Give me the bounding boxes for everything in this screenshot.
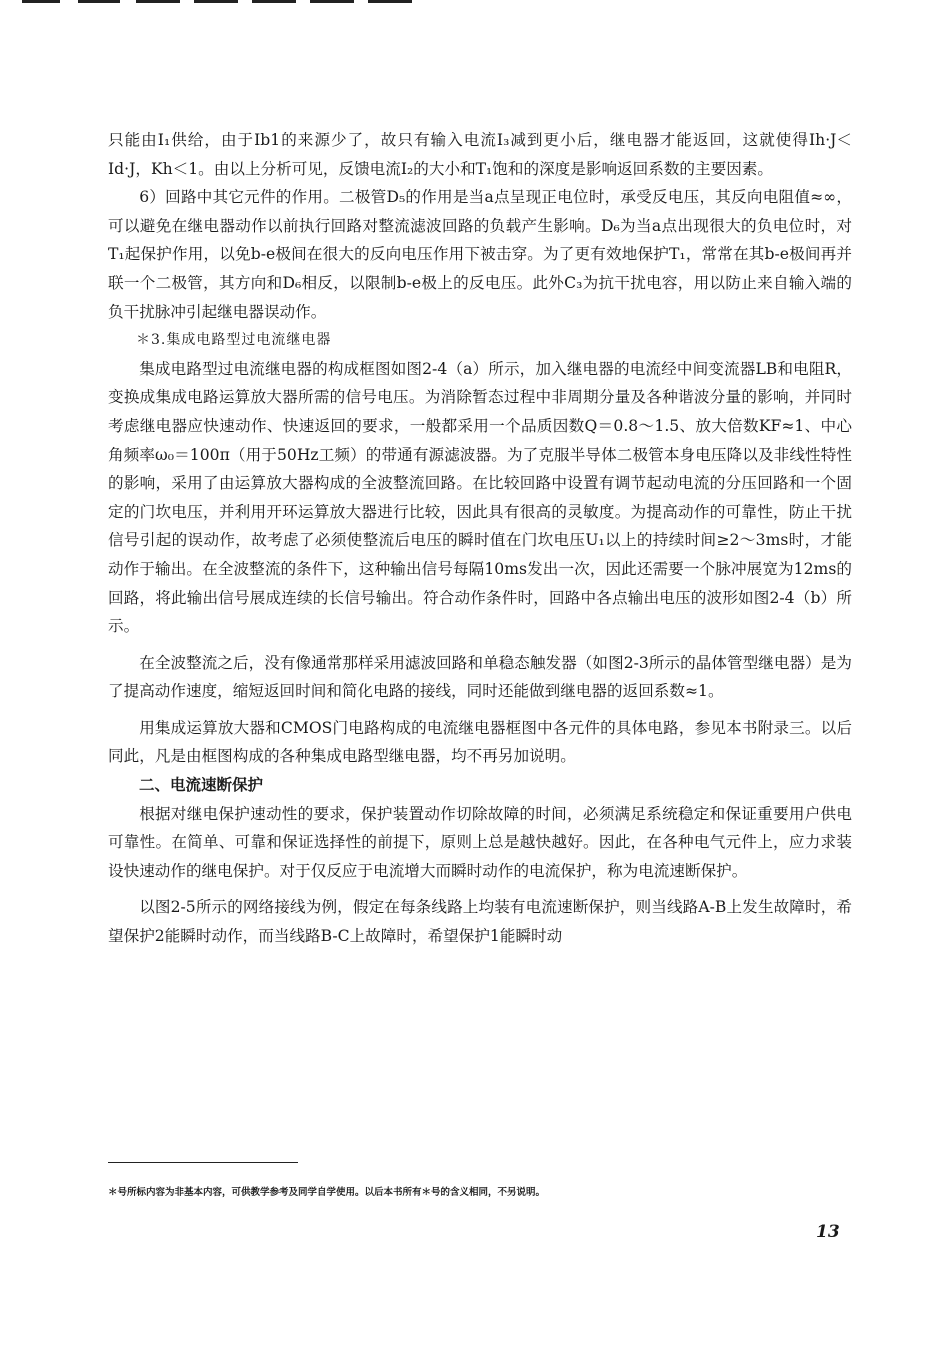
paragraph-continued: 只能由I₁供给，由于Ib1的来源少了，故只有输入电流I₃减到更小后，继电器才能返回，这就使得Ih·J＜Id·J，Kh＜1。由以上分析可见，反馈电流I₂的大小和T₁饱和的深度是影响返回系数的主要因素。 xyxy=(108,131,852,178)
scan-dash xyxy=(22,0,60,3)
scan-edge-marks xyxy=(0,0,440,12)
paragraph-cmos: 用集成运算放大器和CMOS门电路构成的电流继电器框图中各元件的具体电路，参见本书附录三。以后同此，凡是由框图构成的各种集成电路型继电器，均不再另加说明。 xyxy=(108,718,852,766)
paragraph-integrated-relay: 集成电路型过电流继电器的构成框图如图2-4（a）所示，加入继电器的电流经中间变流器LB和电阻R，变换成集成电路运算放大器所需的信号电压。为消除暂态过程中非周期分量及各种谐波分量的影响，并同时考虑继电器应快速动作、快速返回的要求，一般都采用一个品质因数Q＝0.8～1.5、放大倍数KF≈1、中心角频率ω₀＝100π（用于50Hz工频）的带通有源滤波器。为了克服半导体二极管本身电压降以及非线性特性的影响，采用了由运算放大器构成的全波整流回路。在比较回路中设置有调节起动电流的分压回路和一个固定的门坎电压，并利用开环运算放大器进行比较，因此具有很高的灵敏度。为提高动作的可靠性，防止干扰信号引起的误动作，故考虑了必须使整流后电压的瞬时值在门坎电压U₁以上的持续时间≥2～3ms时，才能动作于输出。在全波整流的条件下，这种输出信号每隔10ms发出一次，因此还需要一个脉冲展宽为12ms的回路，将此输出信号展成连续的长信号输出。符合动作条件时，回路中各点输出电压的波形如图2-4（b）所示。 xyxy=(108,359,852,636)
paragraph-speed-requirement: 根据对继电保护速动性的要求，保护装置动作切除故障的时间，必须满足系统稳定和保证重要用户供电可靠性。在简单、可靠和保证选择性的前提下，原则上总是越快越好。因此，在各种电气元件上，应力求装设快速动作的继电保护。对于仅反应于电流增大而瞬时动作的电流保护，称为电流速断保护。 xyxy=(108,804,852,880)
paragraph-full-wave: 在全波整流之后，没有像通常那样采用滤波回路和单稳态触发器（如图2-3所示的晶体管型继电器）是为了提高动作速度，缩短返回时间和简化电路的接线，同时还能做到继电器的返回系数≈1。 xyxy=(108,653,852,701)
scan-dash xyxy=(252,0,296,3)
footnote: ＊号所标内容为非基本内容，可供教学参考及同学自学使用。以后本书所有＊号的含义相同，不另说明。 xyxy=(108,1187,546,1198)
scan-dash xyxy=(136,0,180,3)
page-body xyxy=(108,126,852,951)
section-heading-instantaneous: 二、电流速断保护 xyxy=(139,776,264,795)
scan-dash xyxy=(194,0,238,3)
section-heading-integrated-relay: ＊3.集成电路型过电流继电器 xyxy=(136,332,332,349)
scan-dash xyxy=(78,0,120,3)
page-number: 13 xyxy=(816,1222,840,1242)
paragraph-network-example: 以图2-5所示的网络接线为例，假定在每条线路上均装有电流速断保护，则当线路A-B上发生故障时，希望保护2能瞬时动作，而当线路B-C上故障时，希望保护1能瞬时动 xyxy=(108,898,852,946)
paragraph-other-components: 6）回路中其它元件的作用。二极管D₅的作用是当a点呈现正电位时，承受反电压，其反向电阻值≈∞，可以避免在继电器动作以前执行回路对整流滤波回路的负载产生影响。D₆为当a点出现很大的负电位时，对T₁起保护作用，以免b-e极间在很大的反向电压作用下被击穿。为了更有效地保护T₁，常常在其b-e极间再并联一个二极管，其方向和D₆相反，以限制b-e极上的反电压。此外C₃为抗干扰电容，用以防止来自输入端的负干扰脉冲引起继电器误动作。 xyxy=(108,188,852,321)
scan-dash xyxy=(310,0,354,3)
footnote-rule xyxy=(108,1162,298,1163)
scan-dash xyxy=(368,0,412,3)
